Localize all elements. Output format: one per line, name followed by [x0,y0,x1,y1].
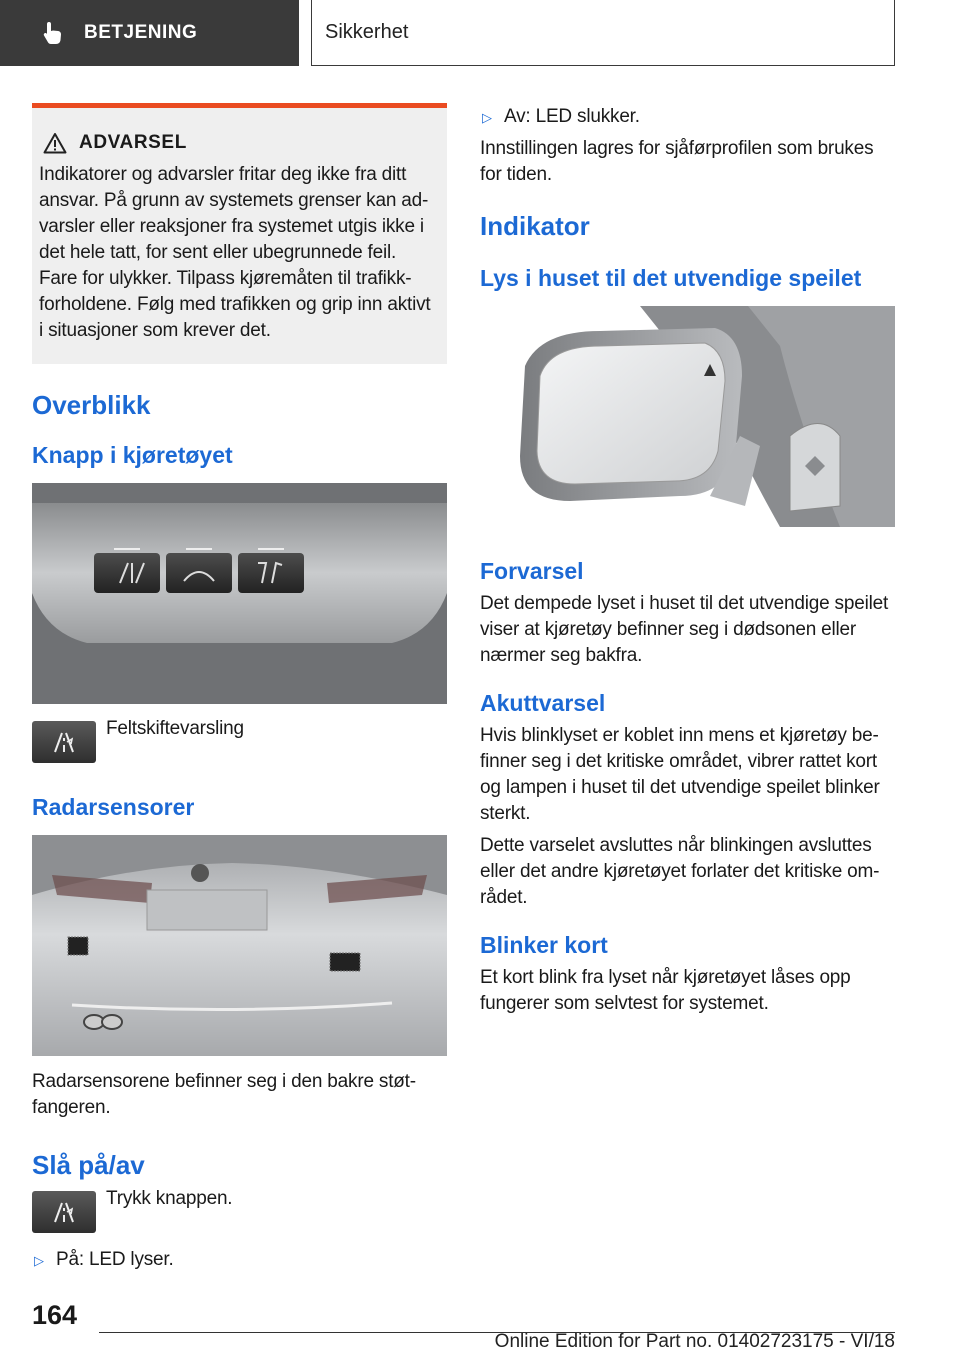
on-bullet [32,1247,447,1273]
overview-heading: Overblikk [32,390,151,420]
warning-title-row [39,132,439,154]
blink-heading: Blinker kort [480,932,608,958]
right-column [480,104,895,1017]
lane-change-warning-icon [51,730,77,754]
mirror-image [480,306,895,527]
press-button-icon [32,1191,96,1233]
edition-text: Online Edition for Part no. 01402723175 - VI/18 [494,1331,895,1352]
hand-pointer-icon [40,20,66,46]
onoff-heading: Slå på/av [32,1150,145,1180]
header-section-tab [0,0,299,66]
lane-change-button-icon [32,721,96,763]
off-text: Av: LED slukker. [504,106,640,127]
acute-text-1: Hvis blinklyset er koblet inn mens et kjøretøy befinner seg i det kritiske området, vibrer rattet kort og lampen i huset til det utvendige speilet blinker sterkt. [480,725,880,824]
warning-text: Indikatorer og advarsler fritar deg ikke fra ditt ansvar. På grunn av systemets grenser kan advarsler eller reaksjoner fra systemet utgis ikke i det hele tatt, for sent eller ubegrunnede feil. Fare for ulykker. Tilpass kjøremåten til trafikkforholdene. Følg med trafikken og grip inn aktivt i situasjoner som krever det. [39,164,431,341]
blink-text: Et kort blink fra lyset når kjøretøyet låses opp fungerer som selvtest for systemet. [480,967,851,1014]
warning-title: ADVARSEL [79,132,187,153]
button-panel-image [32,483,447,704]
on-text: På: LED lyser. [56,1249,174,1270]
acute-text-2: Dette varselet avsluttes når blinkingen avsluttes eller det andre kjøretøyet forlater det kritiske området. [480,835,880,908]
warning-box [32,103,447,364]
left-column [32,103,447,1273]
radar-heading: Radarsensorer [32,794,195,820]
acute-heading: Akuttvarsel [480,690,606,716]
button-heading: Knapp i kjøretøyet [32,442,233,468]
car-rear-illustration [32,835,447,1056]
press-text: Trykk knappen. [106,1188,233,1209]
lane-change-button-row [32,718,447,763]
prewarning-text: Det dempede lyset i huset til det utvendige speilet viser at kjøretøy befinner seg i dødsonen eller nærmer seg bakfra. [480,593,889,666]
bullet-triangle-icon: ▷ [34,1253,44,1268]
indicator-heading: Indikator [480,211,590,241]
prewarning-heading: Forvarsel [480,558,584,584]
press-button-row [32,1188,447,1233]
warning-triangle-icon [43,132,67,154]
lane-change-label: Feltskiftevarsling [106,718,244,739]
mirror-heading: Lys i huset til det utvendige speilet [480,265,862,291]
side-mirror-illustration [480,306,895,527]
page-number: 164 [32,1300,78,1330]
header-subsection-box [311,0,895,66]
off-bullet [480,104,895,130]
saved-text: Innstillingen lagres for sjåførprofilen som brukes for tiden. [480,138,874,185]
lane-change-warning-icon-2 [51,1200,77,1224]
bullet-triangle-icon-2: ▷ [482,110,492,125]
button-panel-illustration [32,483,447,704]
radar-text: Radarsensorene befinner seg i den bakre støtfangeren. [32,1071,417,1118]
section-title: BETJENING [84,22,198,43]
subsection-title: Sikkerhet [325,21,409,43]
radar-sensors-image [32,835,447,1056]
